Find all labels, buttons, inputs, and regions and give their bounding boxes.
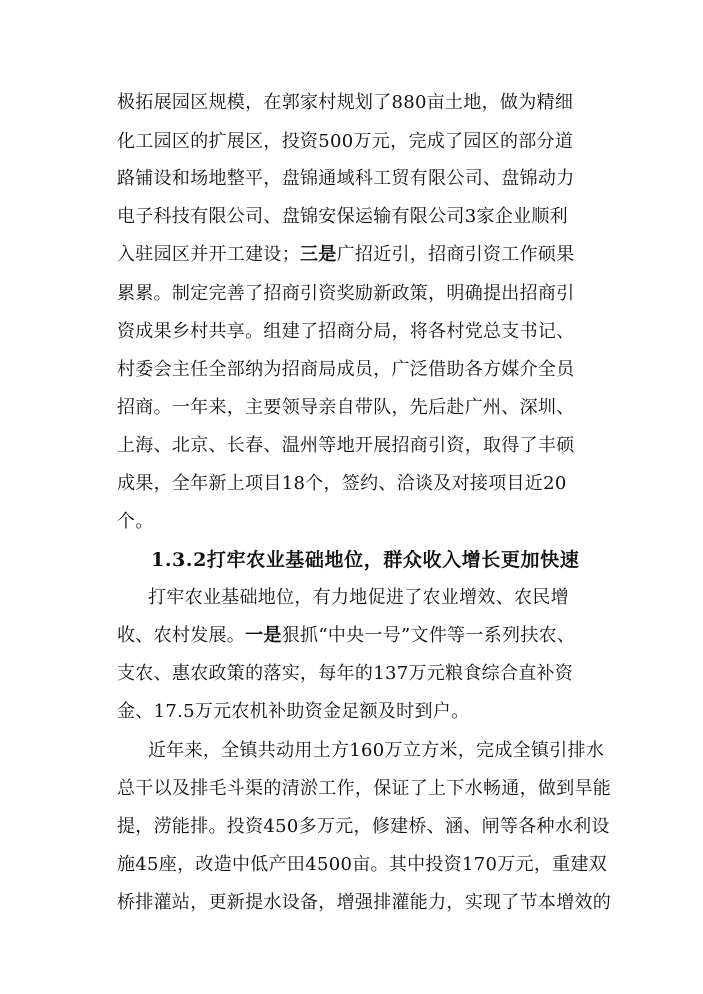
section-heading: 1.3.2打牢农业基础地位，群众收入增长更加快速	[151, 549, 580, 571]
paragraph-2-line-2-end: 狠抓“中央一号”文件等一系列扶农、	[281, 625, 576, 646]
paragraph-1-line-8: 村委会主任全部纳为招商局成员，广泛借助各方媒介全员	[117, 359, 575, 380]
paragraph-2-line-3: 支农、惠农政策的落实，每年的137万元粮食综合直补资	[117, 663, 574, 684]
paragraph-1-line-1: 极拓展园区规模，在郭家村规划了880亩土地，做为精细	[117, 92, 574, 113]
paragraph-1-line-9: 招商。一年来，主要领导亲自带队，先后赴广州、深圳、	[117, 397, 575, 418]
paragraph-1-line-5-end: 广招近引，招商引资工作硕果	[336, 244, 575, 265]
paragraph-1-line-11: 成果，全年新上项目18个，签约、洽谈及对接项目近20	[117, 473, 567, 494]
paragraph-1-line-4: 电子科技有限公司、盘锦安保运输有限公司3家企业顺利	[117, 206, 568, 227]
emphasis-yi-shi: 一是	[245, 625, 282, 646]
paragraph-1-line-5-start: 入驻园区并开工建设；	[117, 244, 300, 265]
paragraph-1-line-3: 路铺设和场地整平，盘锦通域科工贸有限公司、盘锦动力	[117, 168, 575, 189]
paragraph-2-line-1: 打牢农业基础地位，有力地促进了农业增效、农民增	[148, 587, 569, 608]
paragraph-1-line-7: 资成果乡村共享。组建了招商分局，将各村党总支书记、	[117, 321, 575, 342]
paragraph-1-line-2: 化工园区的扩展区，投资500万元，完成了园区的部分道	[117, 131, 574, 152]
paragraph-3-line-3: 提，涝能排。投资450多万元，修建桥、涵、闸等各种水利设	[117, 816, 610, 837]
paragraph-3-line-5: 桥排灌站，更新提水设备，增强排灌能力，实现了节本增效的	[117, 892, 612, 913]
paragraph-2-line-2-start: 收、农村发展。	[117, 625, 246, 646]
paragraph-3-line-1: 近年来，全镇共动用土方160万立方米，完成全镇引排水	[148, 740, 605, 761]
paragraph-1-line-6: 累累。制定完善了招商引资奖励新政策，明确提出招商引	[117, 283, 575, 304]
paragraph-2-line-4: 金、17.5万元农机补助资金足额及时到户。	[117, 701, 470, 722]
paragraph-2-line-2	[117, 624, 575, 648]
paragraph-1-line-12: 个。	[117, 511, 154, 532]
paragraph-3-line-4: 施45座，改造中低产田4500亩。其中投资170万元，重建双	[117, 854, 608, 875]
paragraph-1-line-10: 上海、北京、长春、温州等地开展招商引资，取得了丰硕	[117, 435, 575, 456]
paragraph-3-line-2: 总干以及排毛斗渠的清淤工作，保证了上下水畅通，做到旱能	[117, 778, 612, 799]
paragraph-1-line-5	[117, 243, 575, 267]
emphasis-san-shi: 三是	[300, 244, 337, 265]
